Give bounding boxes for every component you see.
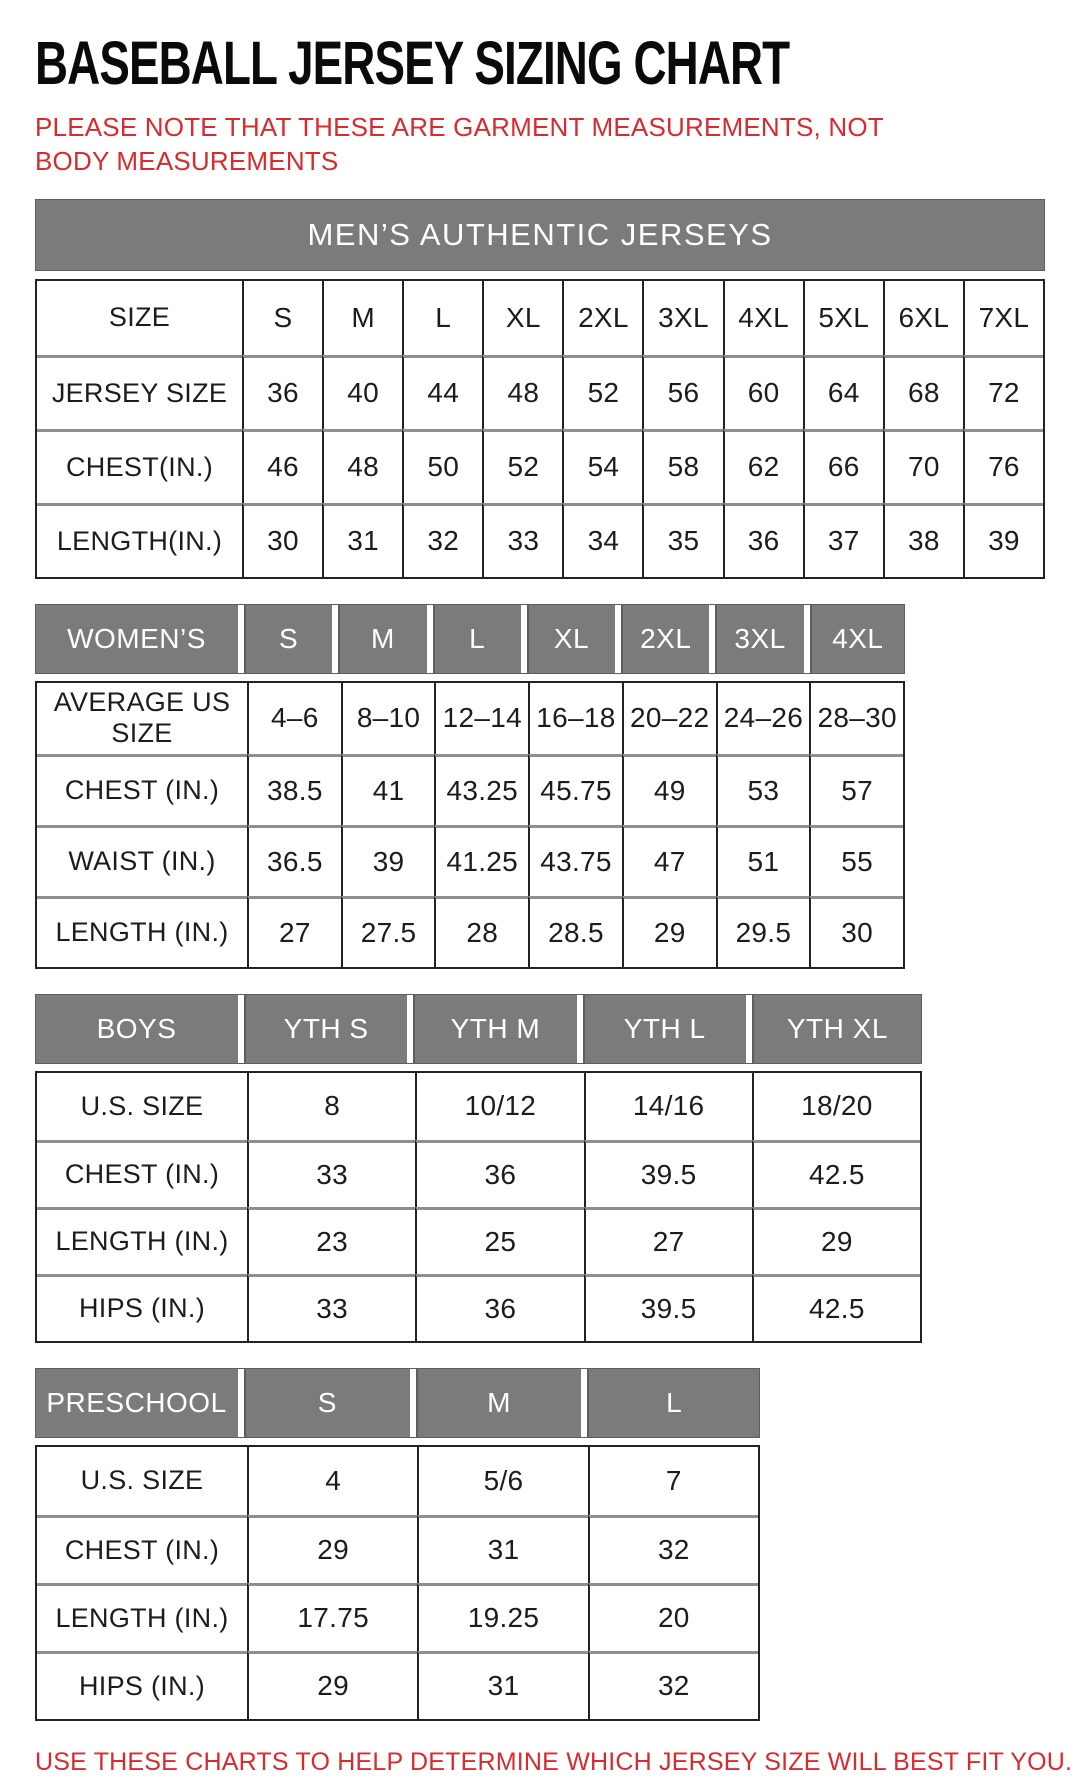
value-cell: 46 [242, 429, 322, 503]
value-cell: 4 [247, 1447, 417, 1515]
value-cell: 33 [247, 1140, 415, 1207]
value-cell: 53 [716, 754, 810, 825]
value-cell: S [242, 281, 322, 355]
garment-measurements-note: PLEASE NOTE THAT THESE ARE GARMENT MEASUREMENTS, NOT BODY MEASUREMENTS [35, 112, 884, 177]
row-label-cell: SIZE [108, 302, 171, 333]
row-label-cell: WAIST (IN.) [37, 825, 247, 896]
value-cell: 6XL [883, 281, 963, 355]
value-cell: L [402, 281, 482, 355]
value-cell: 72 [963, 355, 1043, 429]
boys-column-header: YTH XL [753, 994, 922, 1064]
value-cell: 55 [809, 825, 903, 896]
value-cell: 30 [242, 503, 322, 577]
value-cell: 41 [341, 754, 435, 825]
value-cell: 50 [402, 429, 482, 503]
value-cell: 44 [402, 355, 482, 429]
mens-table-banner: MEN’S AUTHENTIC JERSEYS [35, 199, 1045, 271]
value-cell: 30 [809, 896, 903, 967]
preschool-table-grid [35, 1368, 1077, 1721]
value-cell: 39 [963, 503, 1043, 577]
value-cell: 14/16 [584, 1073, 752, 1140]
value-cell: 40 [322, 355, 402, 429]
value-cell: 29.5 [716, 896, 810, 967]
value-cell: 27 [247, 896, 341, 967]
value-cell: 38 [883, 503, 963, 577]
value-cell: 27.5 [341, 896, 435, 967]
value-cell: 3XL [642, 281, 722, 355]
value-cell: 47 [622, 825, 716, 896]
row-label-cell: JERSEY SIZE [37, 355, 242, 429]
womens-column-header: M [339, 604, 433, 674]
row-label-cell: LENGTH (IN.) [37, 1207, 247, 1274]
value-cell: XL [482, 281, 562, 355]
row-label-cell: LENGTH (IN.) [37, 1583, 247, 1651]
value-cell: 29 [622, 896, 716, 967]
value-cell: 24–26 [716, 683, 810, 754]
womens-column-header: S [245, 604, 339, 674]
value-cell: 18/20 [752, 1073, 920, 1140]
value-cell: 39 [341, 825, 435, 896]
value-cell: 8–10 [341, 683, 435, 754]
boys-table-body [35, 1071, 922, 1343]
row-label-cell: AVERAGE US SIZE [53, 687, 231, 749]
value-cell: 23 [247, 1207, 415, 1274]
value-cell: 31 [417, 1515, 587, 1583]
value-cell: 36 [723, 503, 803, 577]
value-cell: 31 [417, 1651, 587, 1719]
value-cell: 28.5 [528, 896, 622, 967]
value-cell: 5XL [803, 281, 883, 355]
womens-table-body [35, 681, 905, 969]
value-cell: 19.25 [417, 1583, 587, 1651]
value-cell: 52 [482, 429, 562, 503]
preschool-table-body [35, 1445, 760, 1721]
value-cell: 20 [588, 1583, 758, 1651]
value-cell: 27 [584, 1207, 752, 1274]
value-cell: 52 [562, 355, 642, 429]
value-cell: 7 [588, 1447, 758, 1515]
boys-table-grid [35, 994, 1077, 1343]
womens-column-header: 2XL [622, 604, 716, 674]
value-cell: 32 [588, 1651, 758, 1719]
value-cell: 32 [402, 503, 482, 577]
row-label-cell: LENGTH (IN.) [37, 896, 247, 967]
value-cell: 42.5 [752, 1140, 920, 1207]
mens-sizing-table [35, 199, 1077, 579]
value-cell: 42.5 [752, 1274, 920, 1341]
value-cell: 29 [752, 1207, 920, 1274]
value-cell: 36 [415, 1274, 583, 1341]
womens-sizing-table [35, 604, 1077, 969]
value-cell: 36.5 [247, 825, 341, 896]
mens-table-grid [35, 279, 1077, 579]
value-cell: 10/12 [415, 1073, 583, 1140]
value-cell: 5/6 [417, 1447, 587, 1515]
boys-header-label: BOYS [35, 994, 245, 1064]
row-label-cell: HIPS (IN.) [37, 1651, 247, 1719]
value-cell: 31 [322, 503, 402, 577]
boys-header-row [35, 994, 922, 1064]
fit-advice-note: USE THESE CHARTS TO HELP DETERMINE WHICH JERSEY SIZE WILL BEST FIT YOU. [35, 1747, 1073, 1776]
value-cell: 49 [622, 754, 716, 825]
value-cell: 43.75 [528, 825, 622, 896]
value-cell: 32 [588, 1515, 758, 1583]
value-cell: 56 [642, 355, 722, 429]
page-title: BASEBALL JERSEY SIZING CHART [35, 29, 790, 99]
value-cell: 35 [642, 503, 722, 577]
row-label-cell: HIPS (IN.) [37, 1274, 247, 1341]
row-label-cell: U.S. SIZE [80, 1465, 204, 1496]
preschool-column-header: M [417, 1368, 589, 1438]
value-cell: 17.75 [247, 1583, 417, 1651]
womens-table-grid [35, 604, 1077, 969]
mens-table-body [35, 279, 1045, 579]
value-cell: 39.5 [584, 1140, 752, 1207]
womens-header-row [35, 604, 905, 674]
value-cell: 28–30 [809, 683, 903, 754]
preschool-column-header: S [245, 1368, 417, 1438]
row-label-cell: CHEST (IN.) [37, 754, 247, 825]
value-cell: 51 [716, 825, 810, 896]
value-cell: 64 [803, 355, 883, 429]
value-cell: 25 [415, 1207, 583, 1274]
preschool-sizing-table [35, 1368, 1077, 1721]
value-cell: 48 [482, 355, 562, 429]
value-cell: 58 [642, 429, 722, 503]
value-cell: 29 [247, 1515, 417, 1583]
row-label-cell: U.S. SIZE [80, 1090, 204, 1121]
value-cell: 4–6 [247, 683, 341, 754]
value-cell: 62 [723, 429, 803, 503]
value-cell: 60 [723, 355, 803, 429]
value-cell: 54 [562, 429, 642, 503]
womens-column-header: XL [528, 604, 622, 674]
preschool-header-row [35, 1368, 760, 1438]
boys-column-header: YTH M [414, 994, 583, 1064]
value-cell: 41.25 [434, 825, 528, 896]
value-cell: 7XL [963, 281, 1043, 355]
value-cell: 48 [322, 429, 402, 503]
value-cell: 28 [434, 896, 528, 967]
boys-sizing-table [35, 994, 1077, 1343]
row-label-cell: CHEST (IN.) [37, 1140, 247, 1207]
value-cell: 12–14 [434, 683, 528, 754]
value-cell: 36 [242, 355, 322, 429]
value-cell: 4XL [723, 281, 803, 355]
preschool-header-label: PRESCHOOL [35, 1368, 245, 1438]
preschool-column-header: L [588, 1368, 760, 1438]
value-cell: 36 [415, 1140, 583, 1207]
womens-column-header: 3XL [716, 604, 810, 674]
womens-column-header: L [434, 604, 528, 674]
value-cell: 8 [247, 1073, 415, 1140]
value-cell: 29 [247, 1651, 417, 1719]
value-cell: 39.5 [584, 1274, 752, 1341]
row-label-cell: LENGTH(IN.) [37, 503, 242, 577]
womens-header-label: WOMEN’S [35, 604, 245, 674]
row-label-cell: CHEST (IN.) [37, 1515, 247, 1583]
value-cell: 68 [883, 355, 963, 429]
value-cell: 33 [247, 1274, 415, 1341]
value-cell: 33 [482, 503, 562, 577]
value-cell: 16–18 [528, 683, 622, 754]
value-cell: 20–22 [622, 683, 716, 754]
value-cell: 70 [883, 429, 963, 503]
value-cell: 38.5 [247, 754, 341, 825]
value-cell: 66 [803, 429, 883, 503]
boys-column-header: YTH L [584, 994, 753, 1064]
boys-column-header: YTH S [245, 994, 414, 1064]
row-label-cell: CHEST(IN.) [37, 429, 242, 503]
value-cell: 2XL [562, 281, 642, 355]
value-cell: M [322, 281, 402, 355]
value-cell: 37 [803, 503, 883, 577]
value-cell: 57 [809, 754, 903, 825]
value-cell: 34 [562, 503, 642, 577]
womens-column-header: 4XL [811, 604, 905, 674]
value-cell: 45.75 [528, 754, 622, 825]
value-cell: 43.25 [434, 754, 528, 825]
value-cell: 76 [963, 429, 1043, 503]
